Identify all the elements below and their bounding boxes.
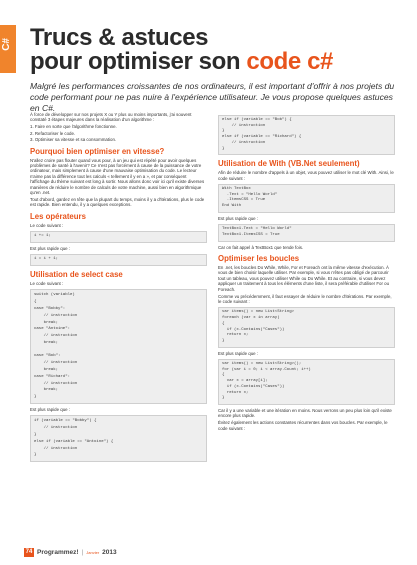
section-heading: Pourquoi bien optimiser en vitesse? [30,146,165,156]
paragraph: Afin de réduire le nombre d'appels à un objet, vous pouvez utiliser le mot clé With. Ainsi, le code suivant : [218,170,394,181]
code-block: With TextBox .Text = "Hello World" .ItemsCSS = True End With [218,184,395,213]
paragraph: Est plus rapide que : [218,215,259,221]
page-footer [24,547,117,557]
section-tab-label: C# [1,38,12,51]
code-block: else if (variable == "Bob") { // instruction } else if (variable == "Richard") { // instruction } [218,115,395,155]
list-item: 2. Refactoriser le code. [30,130,76,136]
code-block: var items() = new List<String> foreach (var x in array) { if (x.Contains("Cases")) return x; } [218,307,395,347]
paragraph: Est plus rapide que : [30,407,71,413]
footer-separator: | [81,548,84,556]
title-line-1: Trucs & astuces [30,24,209,51]
code-block: switch (variable) { case "Bobby": // instruction break; case "Antoine": // instruction break; case "Bob": // instruction break; case "Richard": // instruction break; } [30,289,207,404]
section-heading: Optimiser les boucles [218,254,300,264]
left-column [30,112,207,465]
paragraph: Car il y a une variable et une itération en moins. Nous verrons un peu plus loin qu'il existe encore plus rapide. [218,407,392,419]
paragraph: Le code suivant : [30,280,64,286]
paragraph: Est plus rapide que : [218,350,259,356]
list-item: 3. Optimiser sa vitesse et sa consommation. [30,137,117,143]
issue-month: Janvier [86,549,100,555]
paragraph: N'allez croire pas flouter quand vous pour, à un jeu qui est répété pour avoir quelques problèmes de santé à l'avenir? Ce n'est pas forcément à cause de la puissance de votre ordinateur, mais simplement à cause d'une mauvaise optimisation du code. Le lecteur n'aime pas la différence tout les calculs « tellement il y en a », et par conséquent l'affichage du thème suivant est long à sortir. Nous allons donc voir ici qu'il existe diverses manières de réduire le nombre de calculs de votre machine, aussi bien en algorithmique qu'en .net. [30,157,205,195]
code-block: i = i + 1; [30,254,207,266]
code-block: if (variable == "Bobby") { // instruction } else if (variable == "Antoine") { // instruction } [30,415,207,462]
section-heading: Les opérateurs [30,211,86,221]
code-block: var items() = new List<String>(); for (var i = 0; i < array.Count; i++) { var x = array[i]; if (x.Contains("Cases")) return x; } [218,359,395,405]
paragraph: Évitez également les actions constantes récurrentes dans vos boucles. Par exemple, le code suivant : [218,420,388,431]
paragraph: Car on fait appel à TextBox1 que tende fois. [218,244,304,250]
section-heading: Utilisation de With (VB.Net seulement) [218,159,360,169]
article-title [30,26,400,74]
list-item: 1. Faire en sorte que l'algorithme fonctionne. [30,124,117,130]
code-block: TextBox1.Text = "Hello World" TextBox1.ItemsCSS = True [218,224,395,241]
paragraph: Comme vu précédemment, il faut essayer de réduire le nombre d'itérations. Par exemple, le code suivant : [218,293,392,304]
section-heading: Utilisation de select case [30,269,123,279]
paragraph: Est plus rapide que : [30,245,71,251]
title-line-2-accent: code c# [246,48,334,75]
title-line-2-prefix: pour optimiser son [30,48,247,75]
paragraph: Le code suivant : [30,222,64,228]
article-intro: Malgré les performances croissantes de nos ordinateurs, il est important d'offrir à nos projets du code performant pour ne pas nuire à l'expérience utilisateur. Je vous propose quelques astuces en C#. [30,81,395,113]
magazine-name: Programmez! [37,548,79,556]
steps-list [30,124,207,142]
paragraph: À force de développer sur nos projets X ou Y plus ou moins importants, j'ai souvent constaté 3 étapes majeures dans la réalisation d'un algorithme : [30,112,192,123]
paragraph: Tout d'abord, gardez en tête que la plupart du temps, moins il y a d'itérations, plus le code est rapide. Bien entendu, il y a quelques exceptions. [30,196,205,208]
paragraph: En .net, les boucles Do While, While, For et Foreach ont la même vitesse d'exécution. À vous de bien choisir laquelle utiliser. Par exemple, si vous n'êtes pas obligé de parcourir tout un tableau, vous pouvez utiliser While ou Do While. Et au contraire, si vous devez appliquer un traitement à tous les éléments d'une liste, il sera préférable d'utiliser For ou Foreach. [218,265,390,292]
right-column [218,112,395,433]
code-block: i += 1; [30,231,207,243]
page-number: 74 [25,549,33,555]
issue-year: 2013 [102,548,117,556]
